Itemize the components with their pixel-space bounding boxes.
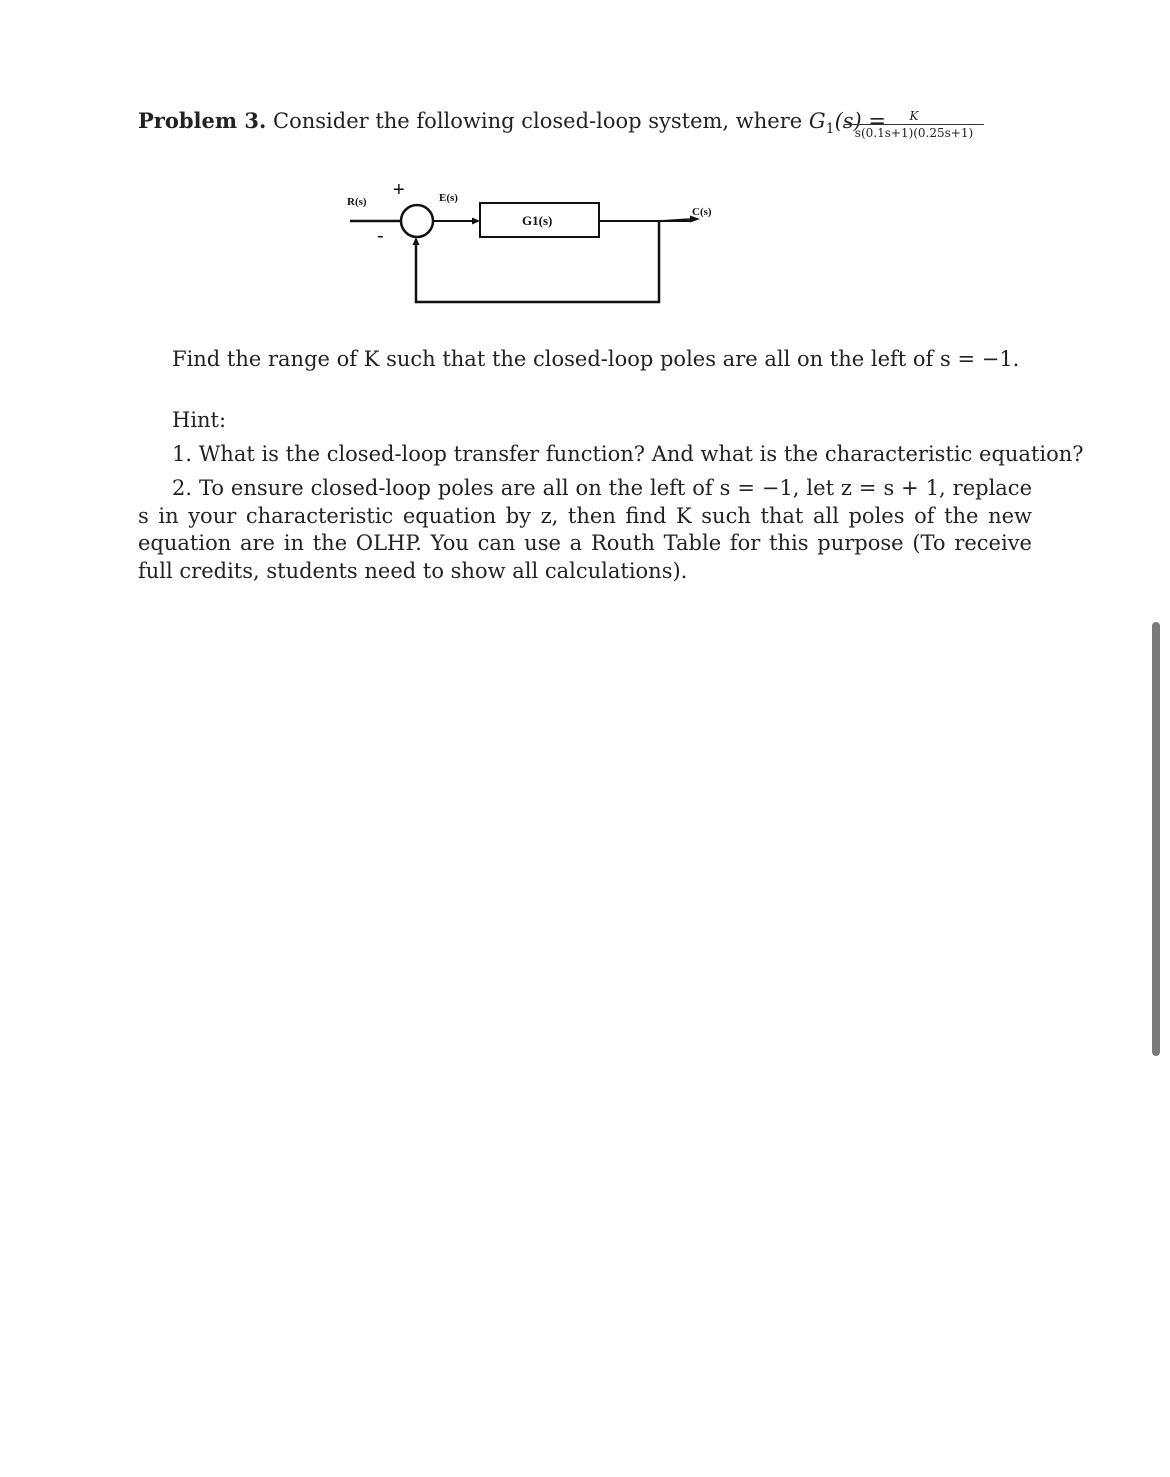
transfer-function-subscript: 1 bbox=[825, 121, 835, 138]
fraction-denominator: s(0.1s+1)(0.25s+1) bbox=[854, 126, 974, 140]
transfer-function-fraction bbox=[843, 110, 985, 139]
problem-statement bbox=[138, 110, 886, 136]
transfer-function-symbol: G bbox=[808, 109, 826, 133]
fraction-numerator: K bbox=[909, 109, 919, 123]
plus-sign: + bbox=[393, 179, 405, 201]
vertical-scrollbar[interactable] bbox=[1152, 622, 1160, 1056]
equals-sign: = bbox=[868, 109, 887, 133]
problem-label: Problem 3. bbox=[138, 108, 267, 133]
error-label: E(s) bbox=[439, 192, 458, 204]
summing-junction bbox=[401, 205, 433, 237]
hint-item-1: 1. What is the closed-loop transfer function? And what is the characteristic equation? bbox=[172, 442, 1084, 466]
feedback-arrow bbox=[413, 237, 420, 245]
block-diagram bbox=[330, 175, 730, 315]
output-label: C(s) bbox=[692, 206, 712, 218]
hint-item-2: 2. To ensure closed-loop poles are all on the left of s = −1, let z = s + 1, replace s in your characteristic equation by z, then find K such that all poles of the new equation are in the OLHP. You can use a Routh Table for this purpose (To receive full credits, students need to show all calculations). bbox=[138, 476, 1032, 584]
question-text: Find the range of K such that the closed-loop poles are all on the left of s = −1. bbox=[172, 347, 1020, 371]
minus-sign: - bbox=[377, 225, 384, 247]
problem-intro: Consider the following closed-loop system, where bbox=[273, 109, 803, 133]
g1-block-label: G1(s) bbox=[522, 213, 553, 228]
input-label: R(s) bbox=[347, 196, 367, 208]
transfer-function-arg: (s) bbox=[834, 109, 862, 133]
hint-title: Hint: bbox=[172, 408, 227, 432]
error-arrow bbox=[472, 218, 480, 225]
